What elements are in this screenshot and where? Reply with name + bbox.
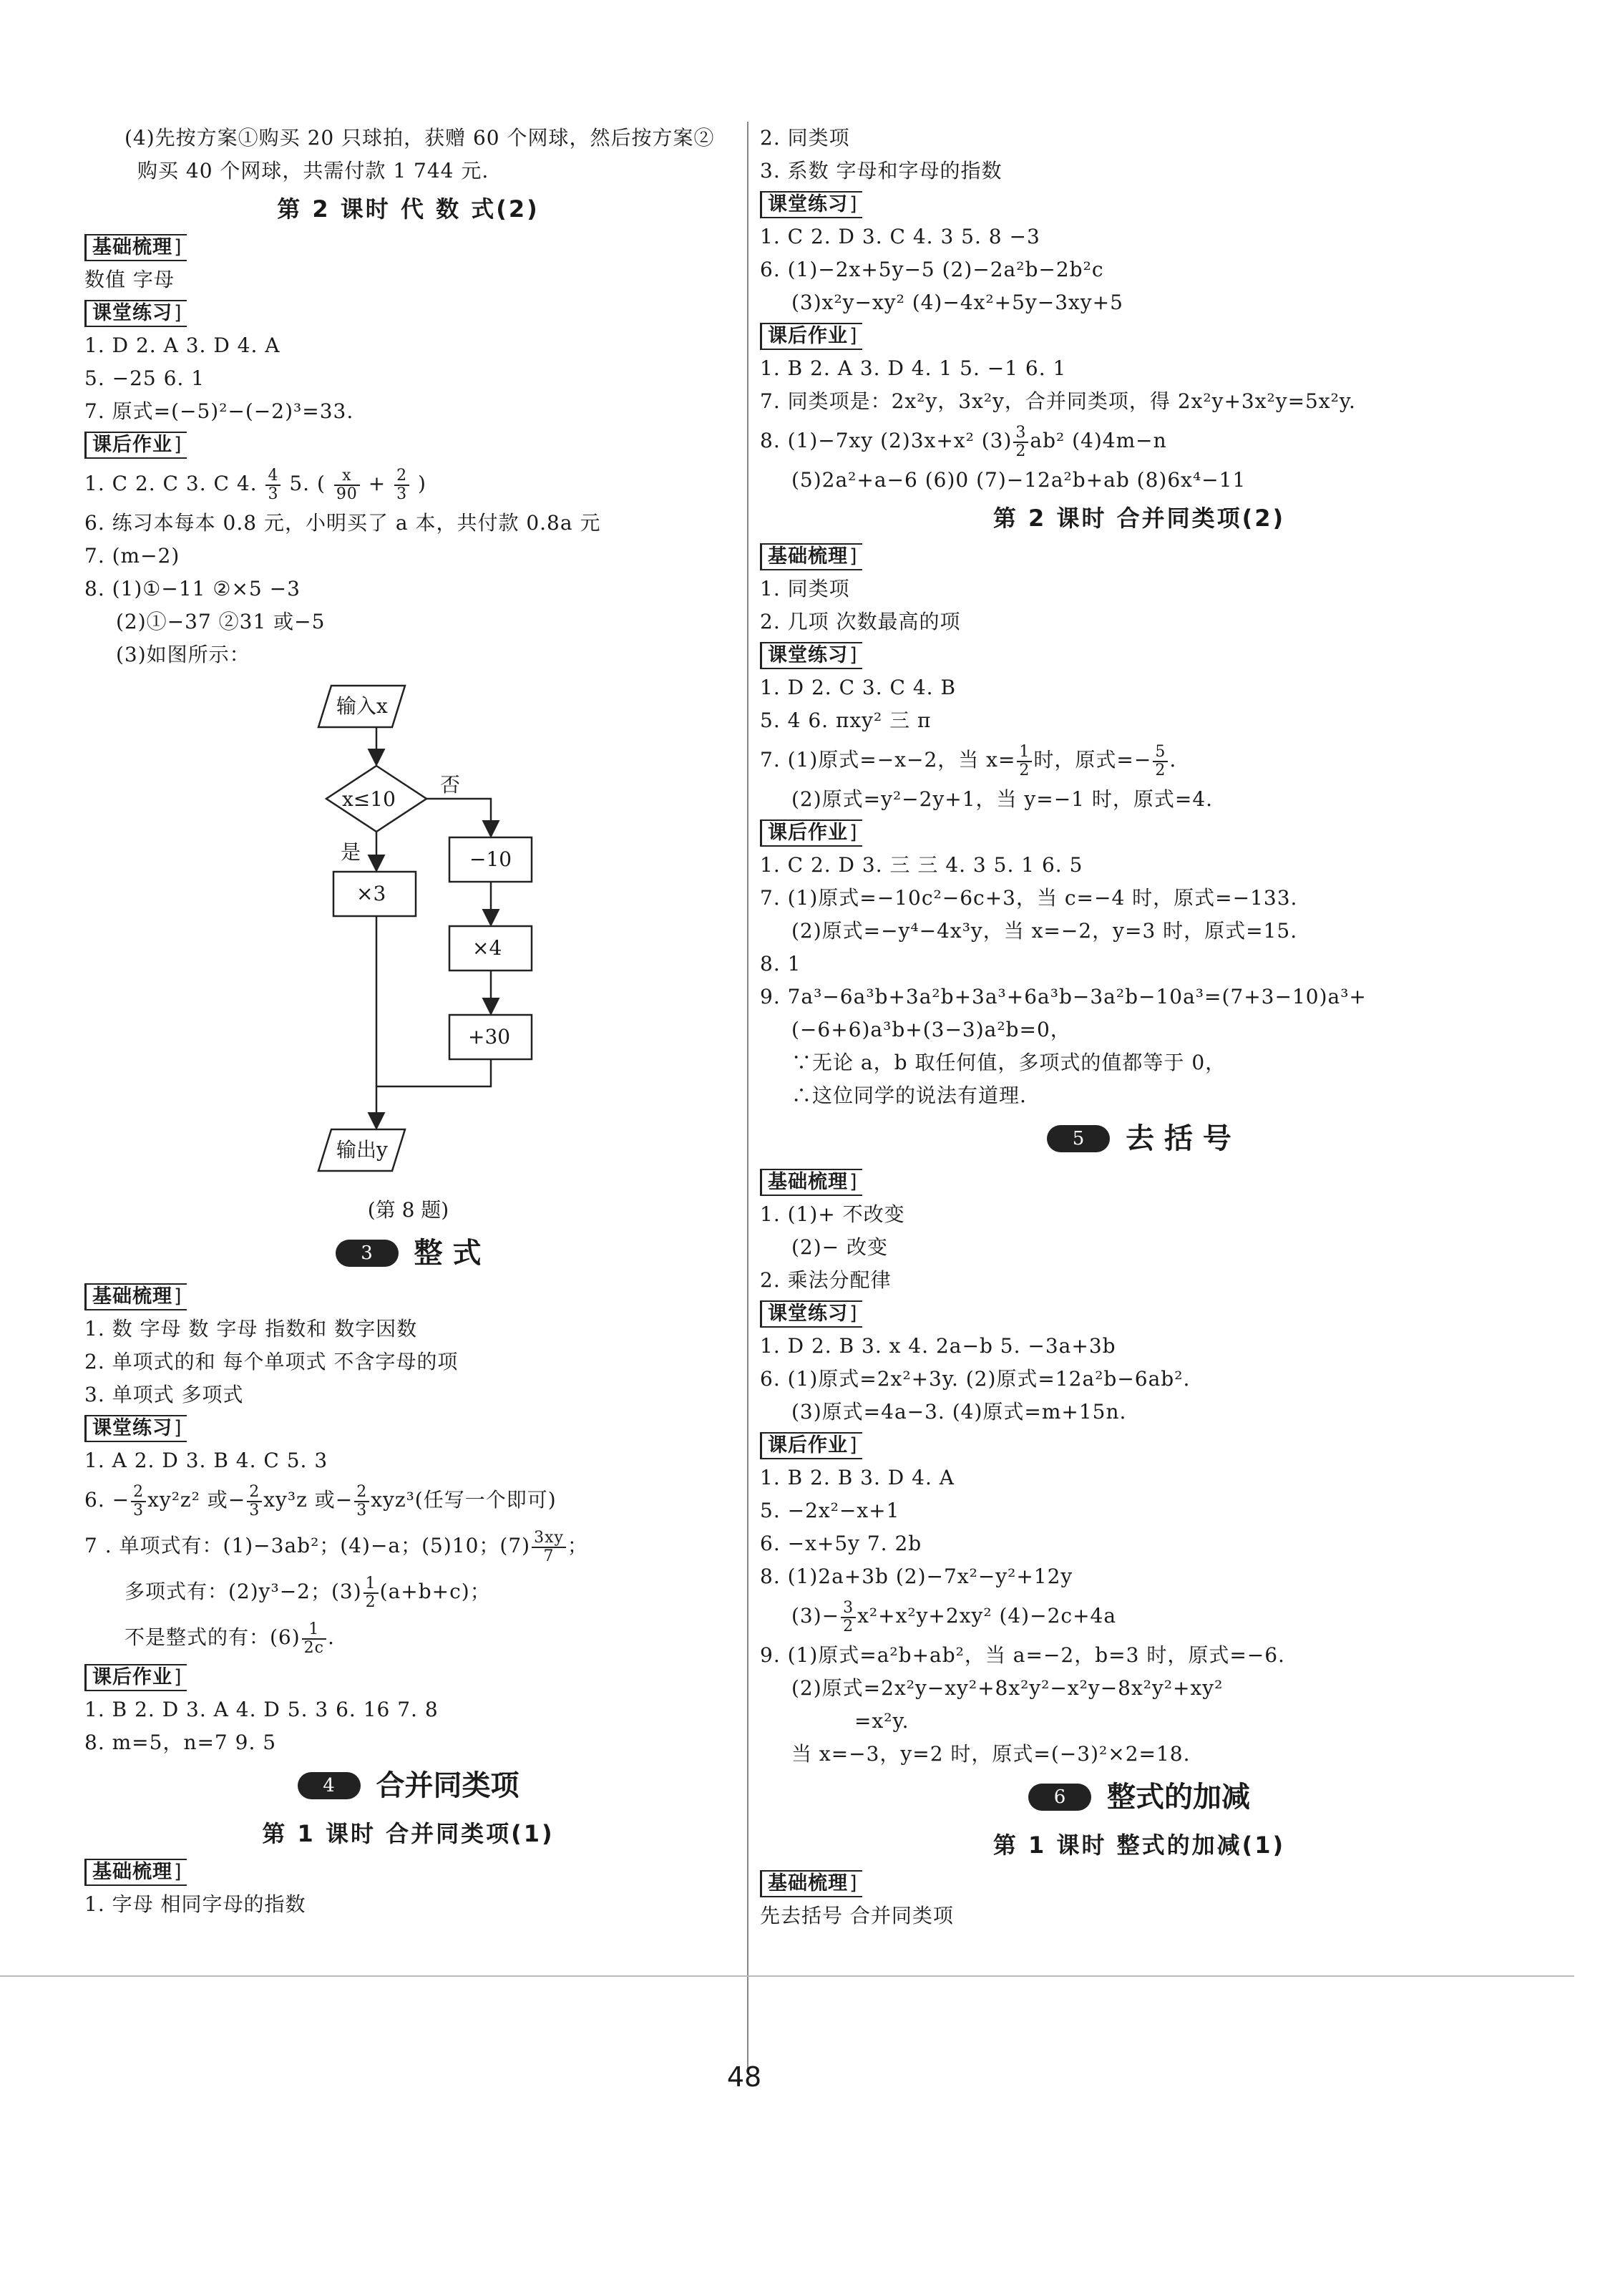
answer-line: =x²y. (854, 1709, 909, 1733)
answer-line: (3)x²y−xy² (4)−4x²+5y−3xy+5 (791, 291, 1123, 314)
answer-line: ∵无论 a，b 取任何值，多项式的值都等于 0， (791, 1051, 1226, 1074)
fraction: $\frac{5}{2}$ (1153, 744, 1168, 779)
section-title: 合并同类项 (376, 1769, 519, 1802)
answer-line: ∴这位同学的说法有道理. (791, 1084, 1027, 1107)
answer-line: 2. 单项式的和 每个单项式 不含字母的项 (84, 1350, 459, 1373)
column-divider (747, 122, 748, 2068)
lesson-title: 第 1 课时 合并同类项(1) (262, 1820, 555, 1847)
section-label-jc: 基础梳理 ] (84, 1283, 187, 1310)
answer-line: 5. 4 6. πxy² 三 π (760, 709, 932, 732)
fraction: $\frac{2}{3}$ (394, 467, 409, 503)
right-column (760, 122, 1518, 1932)
section-label-jc: 基础梳理 ] (760, 543, 862, 570)
answer-line: 1. D 2. C 3. C 4. B (760, 676, 957, 699)
answer-line: (−6+6)a³b+(3−3)a²b=0， (791, 1018, 1071, 1041)
fraction: $\frac{3}{2}$ (1013, 424, 1028, 460)
answer-line: 1. 数 字母 数 字母 指数和 数字因数 (84, 1317, 418, 1341)
fraction: $\frac{2}{3}$ (247, 1484, 262, 1519)
flowchart-svg (84, 671, 732, 1194)
answer-line: 1. 字母 相同字母的指数 (84, 1892, 306, 1916)
fraction: $\frac{1}{2}$ (1017, 744, 1032, 779)
answer-line: 1. (1)+ 不改变 (760, 1202, 905, 1226)
answer-line: 8. (1)①−11 ②×5 −3 (84, 577, 301, 600)
lesson-title: 第 1 课时 整式的加减(1) (992, 1832, 1286, 1859)
section-heading (760, 1112, 1518, 1165)
section-heading (760, 1771, 1518, 1824)
left-column (84, 122, 732, 1921)
lesson-title: 第 2 课时 代 数 式(2) (277, 195, 540, 223)
answer-line: (3)如图所示： (116, 643, 250, 666)
section-label-kt: 课堂练习 ] (84, 300, 187, 327)
section-label-kt: 课堂练习 ] (760, 642, 862, 669)
answer-line: 不是整式的有：(6) $\frac{1}{2c}$ . (125, 1620, 335, 1657)
section-label-jc: 基础梳理 ] (84, 1859, 187, 1886)
section-label-jc: 基础梳理 ] (84, 234, 187, 261)
answer-line: 3. 单项式 多项式 (84, 1383, 244, 1406)
answer-line: 6. (1)原式=2x²+3y. (2)原式=12a²b−6ab². (760, 1367, 1191, 1391)
answer-line: 6. −x+5y 7. 2b (760, 1532, 922, 1555)
section-heading (84, 1227, 732, 1280)
answer-line: 8. (1)2a+3b (2)−7x²−y²+12y (760, 1565, 1073, 1588)
flow-mul4-label: ×4 (472, 936, 502, 960)
figure-caption: (第 8 题) (367, 1198, 449, 1222)
answer-line: 8. (1)−7xy (2)3x+x² (3) $\frac{3}{2}$ ab² (4)4m−n (760, 423, 1167, 460)
answer-line: (3)原式=4a−3. (4)原式=m+15n. (791, 1400, 1127, 1424)
footer-rule (0, 1975, 1574, 1977)
section-heading (84, 1759, 732, 1812)
answer-line: (2)− 改变 (791, 1235, 889, 1259)
answer-line: 7. (1)原式=−10c²−6c+3，当 c=−4 时，原式=−133. (760, 886, 1298, 910)
answer-line: 1. B 2. B 3. D 4. A (760, 1466, 955, 1489)
flow-mul3-label: ×3 (356, 882, 386, 905)
fraction: $\frac{2}{3}$ (354, 1484, 369, 1519)
section-label-kh: 课后作业 ] (84, 432, 187, 459)
flow-yes-label: 是 (341, 840, 361, 864)
fraction: $\frac{3}{2}$ (841, 1600, 856, 1635)
answer-line: 7. (m−2) (84, 544, 180, 568)
fraction: $\frac{1}{2c}$ (302, 1621, 326, 1657)
fraction: $\frac{x}{90}$ (334, 467, 360, 503)
answer-line: 当 x=−3，y=2 时，原式=(−3)²×2=18. (791, 1742, 1191, 1766)
answer-line: 3. 系数 字母和字母的指数 (760, 159, 1003, 183)
answer-line: 9. 7a³−6a³b+3a²b+3a³+6a³b−3a²b−10a³=(7+3−10)a³+ (760, 985, 1367, 1008)
fraction: $\frac{2}{3}$ (131, 1484, 146, 1519)
intro-line: 购买 40 个网球，共需付款 1 744 元. (137, 159, 489, 183)
answer-line: 8. m=5，n=7 9. 5 (84, 1731, 277, 1754)
page-number: 48 (726, 2061, 762, 2093)
answer-line: 1. 同类项 (760, 577, 850, 600)
answer-line: (3)− $\frac{3}{2}$ x²+x²y+2xy² (4)−2c+4a (791, 1598, 1117, 1635)
answer-line: (2)①−37 ②31 或−5 (116, 610, 326, 633)
answer-line: 2. 同类项 (760, 126, 850, 150)
answer-line: 7 . 单项式有：(1)−3ab²；(4)−a；(5)10；(7) $\frac{3xy}{7}$ ； (84, 1528, 588, 1565)
answer-line: 7. 同类项是：2x²y，3x²y，合并同类项，得 2x²y+3x²y=5x²y. (760, 389, 1356, 413)
section-label-kt: 课堂练习 ] (760, 1300, 862, 1328)
answer-line: 1. B 2. D 3. A 4. D 5. 3 6. 16 7. 8 (84, 1698, 439, 1721)
section-number-badge: 3 (336, 1240, 399, 1267)
answer-line: 1. D 2. B 3. x 4. 2a−b 5. −3a+3b (760, 1334, 1116, 1358)
answer-line: 5. −25 6. 1 (84, 366, 205, 390)
answer-line: 1. C 2. C 3. C 4. $\frac{4}{3}$ 5. ( $\frac{x}{90}$ + $\frac{2}{3}$ ) (84, 466, 426, 503)
section-title: 整式的加减 (1107, 1781, 1250, 1814)
answer-line: (5)2a²+a−6 (6)0 (7)−12a²b+ab (8)6x⁴−11 (791, 468, 1247, 492)
fraction: $\frac{1}{2}$ (364, 1575, 379, 1611)
fraction: $\frac{3xy}{7}$ (532, 1529, 566, 1565)
section-label-jc: 基础梳理 ] (760, 1169, 862, 1196)
section-label-kh: 课后作业 ] (760, 819, 862, 847)
answer-line: 1. A 2. D 3. B 4. C 5. 3 (84, 1449, 328, 1472)
section-label-jc: 基础梳理 ] (760, 1870, 862, 1897)
flow-output-label: 输出y (336, 1138, 388, 1162)
section-number-badge: 4 (298, 1772, 361, 1799)
answer-line: 6. (1)−2x+5y−5 (2)−2a²b−2b²c (760, 258, 1104, 281)
answer-line: (2)原式=y²−2y+1，当 y=−1 时，原式=4. (791, 787, 1214, 811)
flow-cond-label: x≤10 (342, 787, 396, 811)
section-number-badge: 5 (1047, 1125, 1110, 1152)
flow-sub10-label: −10 (469, 847, 512, 871)
answer-line: 数值 字母 (84, 268, 175, 291)
section-title: 去 括 号 (1126, 1122, 1231, 1155)
answer-line: (2)原式=2x²y−xy²+8x²y²−x²y−8x²y²+xy² (791, 1676, 1224, 1700)
section-label-kh: 课后作业 ] (760, 1432, 862, 1459)
answer-line: 6. 练习本每本 0.8 元，小明买了 a 本，共付款 0.8a 元 (84, 511, 601, 535)
answer-line: 1. B 2. A 3. D 4. 1 5. −1 6. 1 (760, 356, 1067, 380)
section-label-kh: 课后作业 ] (760, 323, 862, 350)
answer-line: 9. (1)原式=a²b+ab²，当 a=−2，b=3 时，原式=−6. (760, 1643, 1285, 1667)
intro-line: (4)先按方案①购买 20 只球拍，获赠 60 个网球，然后按方案② (125, 126, 715, 150)
flow-no-label: 否 (440, 773, 461, 797)
section-number-badge: 6 (1028, 1784, 1091, 1811)
answer-line: 1. D 2. A 3. D 4. A (84, 334, 281, 357)
answer-line: 1. C 2. D 3. 三 三 4. 3 5. 1 6. 5 (760, 853, 1083, 877)
section-title: 整 式 (414, 1237, 482, 1270)
section-label-kt: 课堂练习 ] (760, 191, 862, 218)
answer-line: 6. − $\frac{2}{3}$ xy²z² 或− $\frac{2}{3}$ xy³z 或− $\frac{2}{3}$ xyz³(任写一个即可) (84, 1482, 557, 1519)
answer-line: 5. −2x²−x+1 (760, 1499, 900, 1522)
section-label-kt: 课堂练习 ] (84, 1415, 187, 1442)
answer-line: 1. C 2. D 3. C 4. 3 5. 8 −3 (760, 225, 1040, 248)
answer-line: 多项式有：(2)y³−2；(3) $\frac{1}{2}$ (a+b+c)； (125, 1574, 491, 1611)
section-label-kh: 课后作业 ] (84, 1664, 187, 1691)
answer-line: 7. 原式=(−5)²−(−2)³=33. (84, 399, 354, 423)
flow-input-label: 输入x (336, 694, 388, 718)
lesson-title: 第 2 课时 合并同类项(2) (992, 505, 1286, 532)
answer-line: 2. 乘法分配律 (760, 1268, 892, 1292)
flowchart (84, 671, 732, 1194)
answer-line: 2. 几项 次数最高的项 (760, 610, 961, 633)
answer-line: 8. 1 (760, 952, 801, 976)
answer-line: (2)原式=−y⁴−4x³y，当 x=−2，y=3 时，原式=15. (791, 919, 1298, 943)
answer-line: 先去括号 合并同类项 (760, 1904, 954, 1927)
answer-line: 7. (1)原式=−x−2，当 x= $\frac{1}{2}$ 时，原式=− $\frac{5}{2}$ . (760, 742, 1177, 779)
fraction: $\frac{4}{3}$ (265, 467, 281, 503)
flow-add30-label: +30 (468, 1025, 511, 1049)
